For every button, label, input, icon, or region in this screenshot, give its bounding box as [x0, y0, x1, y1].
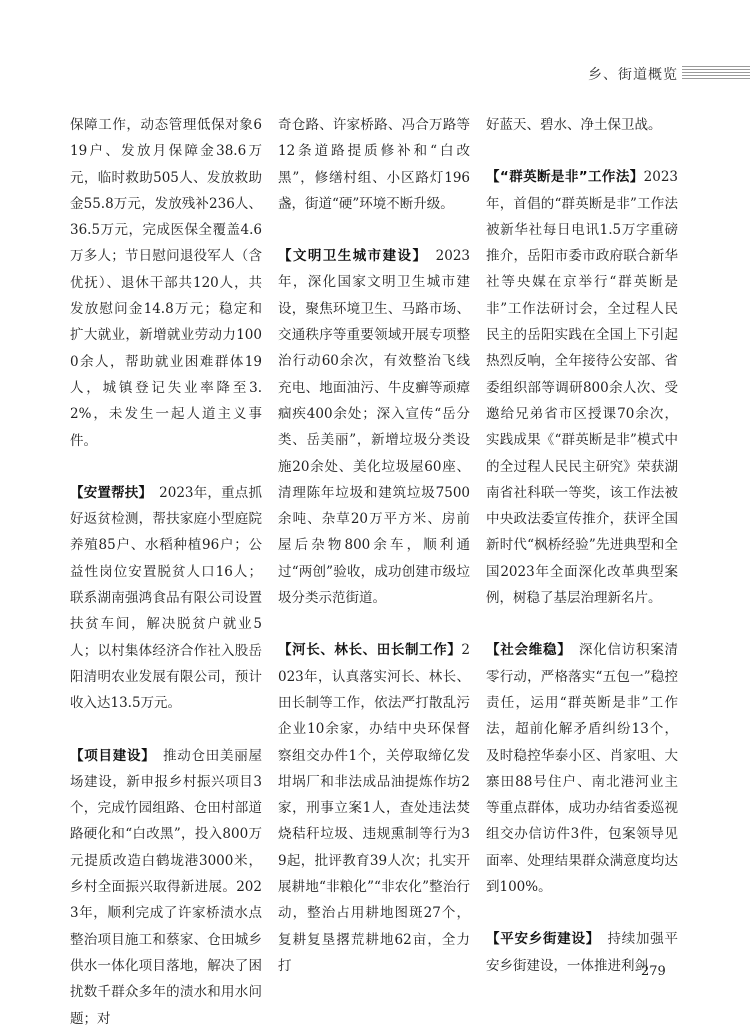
paragraph-text: 奇仓路、许家桥路、冯合万路等12条道路提质修补和“白改黑”，修缮村组、小区路灯196盏，街道“硬”环境不断升级。	[278, 117, 470, 212]
section-heading: 【社会维稳】	[486, 642, 565, 659]
paragraph-text: 2023年，重点抓好返贫检测，帮扶家庭小型庭院养殖85户、水稻种植96户；公益性岗位安置脱贫人口16人；联系湖南强鸿食品有限公司设置扶贫车间，解决脱贫户就业5人；以村集体经济合作社入股岳阳清明农业发展有限公司，预计收入达13.5万元。	[70, 484, 263, 712]
text-column-1	[70, 112, 262, 1032]
section-heading: 【河长、林长、田长制工作】	[278, 642, 462, 659]
page-number: 279	[641, 964, 666, 979]
section-heading: 【项目建设】	[70, 747, 149, 764]
paragraph	[486, 164, 678, 611]
header-decoration-bars	[682, 66, 750, 80]
paragraph-text: 2023年，首倡的“群英断是非”工作法被新华社每日电讯1.5万字重磅推介，岳阳市委市政府联合新华社等央媒在京举行“群英断是非”工作法研讨会，全过程人民民主的岳阳实践在全国上下引起热烈反响，全年接待公安部、省委组织部等调研800余人次、受邀给兄弟省市区授课70余次，实践成果《“群英断是非”模式中的全过程人民民主研究》荣获湖南省社科联一等奖，该工作法被中央政法委宣传推介，获评全国新时代“枫桥经验”先进典型和全国2023年全面深化改革典型案例，树稳了基层治理新名片。	[486, 169, 678, 607]
running-header-title: 乡、街道概览	[588, 67, 678, 83]
text-column-3	[486, 112, 678, 979]
paragraph-text: 2023年，认真落实河长、林长、田长制等工作，依法严打散乱污企业10余家，办结中央环保督察组交办件1个，关停取缔亿发坩埚厂和非法成品油提炼作坊2家，刑事立案1人，查处违法焚烧秸秆垃圾、违规熏制等行为39起，批评教育39人次；扎实开展耕地“非粮化”“非农化”整治行动，整治占用耕地图斑27个，复耕复垦撂荒耕地62亩，全力打	[278, 642, 470, 974]
paragraph	[70, 112, 262, 454]
paragraph-text: 深化信访积案清零行动，严格落实“五包一”稳控责任，运用“群英断是非”工作法，超前化解矛盾纠纷13个，及时稳控华泰小区、肖家咀、大寨田88号住户、南北港河业主等重点群体，成功办结省委巡视组交办信访件3件，包案领导见面率、处理结果群众满意度均达到100%。	[486, 642, 678, 896]
paragraph	[70, 480, 262, 717]
section-heading: 【安置帮扶】	[70, 484, 146, 501]
paragraph-text: 好蓝天、碧水、净土保卫战。	[486, 117, 662, 133]
paragraph-text: 2023年，深化国家文明卫生城市建设，聚焦环境卫生、马路市场、交通秩序等重要领域开展专项整治行动60余次，有效整治飞线充电、地面油污、牛皮癣等顽瘴痼疾400余处；深入宣传“岳分类、岳美丽”，新增垃圾分类设施20余处、美化垃圾屋60座、清理陈年垃圾和建筑垃圾7500余吨、杂草20万平方米、房前屋后杂物800余车，顺利通过“两创”验收，成功创建市级垃圾分类示范街道。	[278, 248, 471, 607]
text-column-2	[278, 112, 470, 979]
paragraph	[486, 112, 678, 138]
section-heading: 【“群英断是非”工作法】	[486, 169, 644, 186]
paragraph	[278, 637, 470, 979]
paragraph	[278, 243, 470, 611]
paragraph-text: 持续加强平安乡街建设，一体推进利剑	[486, 931, 678, 974]
paragraph	[278, 112, 470, 217]
paragraph	[486, 637, 678, 900]
paragraph-text: 推动仓田美丽屋场建设，新申报乡村振兴项目3个，完成竹园组路、仓田村部道路硬化和“白改黑”，投入800万元提质改造白鹤垅港3000米，乡村全面振兴取得新进展。2023年，顺利完成了许家桥渍水点整治项目施工和蔡家、仓田城乡供水一体化项目落地，解决了困扰数千群众多年的渍水和用水问题；对	[70, 747, 262, 1027]
paragraph	[70, 743, 262, 1032]
section-heading: 【文明卫生城市建设】	[278, 248, 421, 265]
section-heading: 【平安乡街建设】	[486, 931, 594, 948]
paragraph-text: 保障工作，动态管理低保对象619户、发放月保障金38.6万元，临时救助505人、发放救助金55.8万元，发放残补236人、36.5万元，完成医保全覆盖4.6万多人；节日慰问退役军人（含优抚）、退休干部共120人，共发放慰问金14.8万元；稳定和扩大就业，新增就业劳动力1000余人，帮助就业困难群体19人，城镇登记失业率降至3.2%，未发生一起人道主义事件。	[70, 117, 262, 449]
